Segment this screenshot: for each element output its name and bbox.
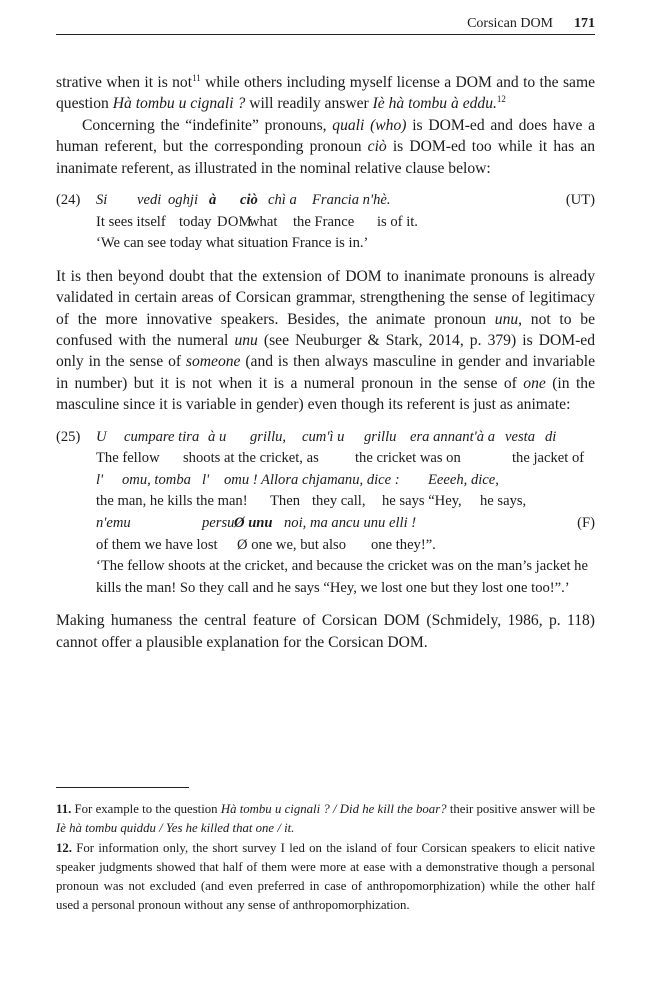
page-number: 171 [574,16,595,31]
gloss-word: omu ! Allora chjamanu, dice : [224,471,400,488]
gloss-word: what [249,213,278,230]
gloss-word: the man, he kills the man! [96,493,248,510]
example-24 [56,190,595,255]
gloss-word: grillu, [250,428,287,445]
running-header [56,12,595,35]
example-answer: Iè hà tombu à eddu. [372,95,497,113]
text-run: (in the masculine since it is variable in gender) even though its referent is just as animate: [56,374,595,414]
gloss-word: The fellow [96,450,160,467]
gloss-word: noi, ma ancu unu elli ! [284,515,417,532]
footnote-11 [56,800,595,837]
gloss-word: era annant'à a [410,428,496,445]
gloss-word: he says, [480,493,527,510]
gloss-word: ciò [240,192,258,209]
paragraph-2 [56,115,595,179]
gloss-who: (who) [364,116,407,134]
gloss-word: grillu [364,428,397,445]
text-run: while others including myself license a DOM and to the same question [56,74,595,113]
gloss-word: Ø one we, but also [237,536,347,553]
gloss-word: Si [96,192,108,209]
paragraph-4: Making humaness the central feature of Corsican DOM (Schmidely, 1986, p. 118) cannot offer a plausible explanation for the Corsican DOM. [56,612,595,651]
gloss-word: vedi [137,192,162,209]
footnote-ref-11[interactable]: 11 [192,73,201,83]
gloss-word: vesta [505,428,535,445]
text-run: For example to the question [74,802,221,816]
text-run: their positive answer will be [446,802,595,816]
text-run: For information only, the short survey I led on the island of four Corsican speakers to elicit native speaker judgments showed that half of them were more at ease with a demonstrative though a personal pronoun was not excluded (and even preferred in case of anthropomorphization) while the other half used a personal pronoun without any sense of anthropomorphization. [56,841,596,912]
paragraph-3 [56,266,595,416]
gloss-word: omu, tomba [122,471,191,488]
footnote-number: 11. [56,802,72,816]
text-run: is DOM-ed too while it has an inanimate referent, as illustrated in the nominal relative clause below: [56,138,595,177]
text-run: Concerning the “indefinite” pronouns, [82,116,333,134]
paragraph-1 [56,72,595,115]
text-run: (see Neuburger & Stark, 2014, p. 379) is DOM-ed only in the sense of [56,332,596,371]
gloss-line-english [96,535,595,557]
footnote-ref-12[interactable]: 12 [496,94,506,105]
term-cio: ciò [367,138,387,156]
gloss-word: cumpare tira [124,428,200,445]
term-one: one [523,374,546,392]
footnotes [56,800,595,916]
text-run: is DOM-ed and does have a human referent, but the corresponding pronoun [56,116,596,156]
gloss-word: Eeeeh, dice, [428,471,499,488]
gloss-word: di [545,428,557,445]
gloss-line-corsican [96,427,595,449]
gloss-line-english [96,491,595,513]
example-25 [56,427,595,600]
gloss-word: l' [202,471,210,488]
gloss-word: the France [293,213,355,230]
gloss-word: oghji [168,192,198,209]
gloss-word: the cricket was on [355,450,461,467]
text-run: , not to be confused with the numeral [56,310,595,350]
text-run: strative when it is not [56,74,193,91]
gloss-line-english [96,448,595,470]
gloss-word: the jacket of [512,450,585,467]
gloss-word: n'emu [96,515,131,532]
text-run: It is then beyond doubt that the extension of DOM to inanimate pronouns is already validated in certain areas of Corsican grammar, strengthening the sense of legitimacy of the more innovative speakers. Besides, the animate pronoun [56,267,595,328]
gloss-word: chì a [268,192,297,209]
gloss-word: of them we have lost [96,536,218,553]
gloss-line-corsican [96,190,595,212]
term-unu: unu [494,310,519,328]
gloss-word: U [96,428,107,445]
example-translation: ‘We can see today what situation France is in.’ [96,235,369,252]
text-run: will readily answer [245,95,373,113]
gloss-word: Then [270,493,300,510]
gloss-word: shoots at the cricket, as [183,450,319,467]
example-number: (25) [56,428,81,445]
main-text [56,72,595,653]
gloss-word: DOM [217,213,252,230]
gloss-word: today [179,213,212,230]
gloss-word: he says “Hey, [382,493,462,510]
example-source: (F) [577,514,595,531]
gloss-word: they call, [312,493,366,510]
gloss-word: à [209,192,217,209]
gloss-word: Ø unu [234,515,273,532]
gloss-word: It sees itself [96,213,166,230]
example-question: Hà tombu u cignali ? [112,95,246,113]
gloss-line-corsican [96,513,595,535]
example-question: Hà tombu u cignali ? / Did he kill the boar? [220,802,447,816]
example-translation: ‘The fellow shoots at the cricket, and because the cricket was on the man’s jacket he kills the man! So they call and he says “Hey, we lost one but they lost one too!”.’ [96,558,588,596]
gloss-word: l' [96,471,104,488]
gloss-line-corsican [96,470,595,492]
example-source: (UT) [565,192,595,209]
example-number: (24) [56,192,81,209]
footnote-12 [56,839,595,914]
example-answer: Iè hà tombu quiddu / Yes he killed that one / it. [56,820,295,835]
gloss-word: one they!”. [371,536,436,553]
term-unu: unu [234,332,258,350]
gloss-word: à u [208,428,227,445]
gloss-word: persu [202,515,235,532]
term-someone: someone [185,353,241,371]
running-title: Corsican DOM [467,16,553,31]
text-run: (and is then always masculine in gender and invariable in number) but it is not when it is a numeral pronoun in the sense of [56,353,595,392]
gloss-word: cum'ì u [302,428,345,445]
term-quali: quali [332,116,365,134]
gloss-word: is of it. [377,213,418,230]
footnote-number: 12. [56,841,72,856]
gloss-word: Francia n'hè. [312,192,391,209]
gloss-line-english [96,212,595,234]
footnote-rule [56,787,189,788]
